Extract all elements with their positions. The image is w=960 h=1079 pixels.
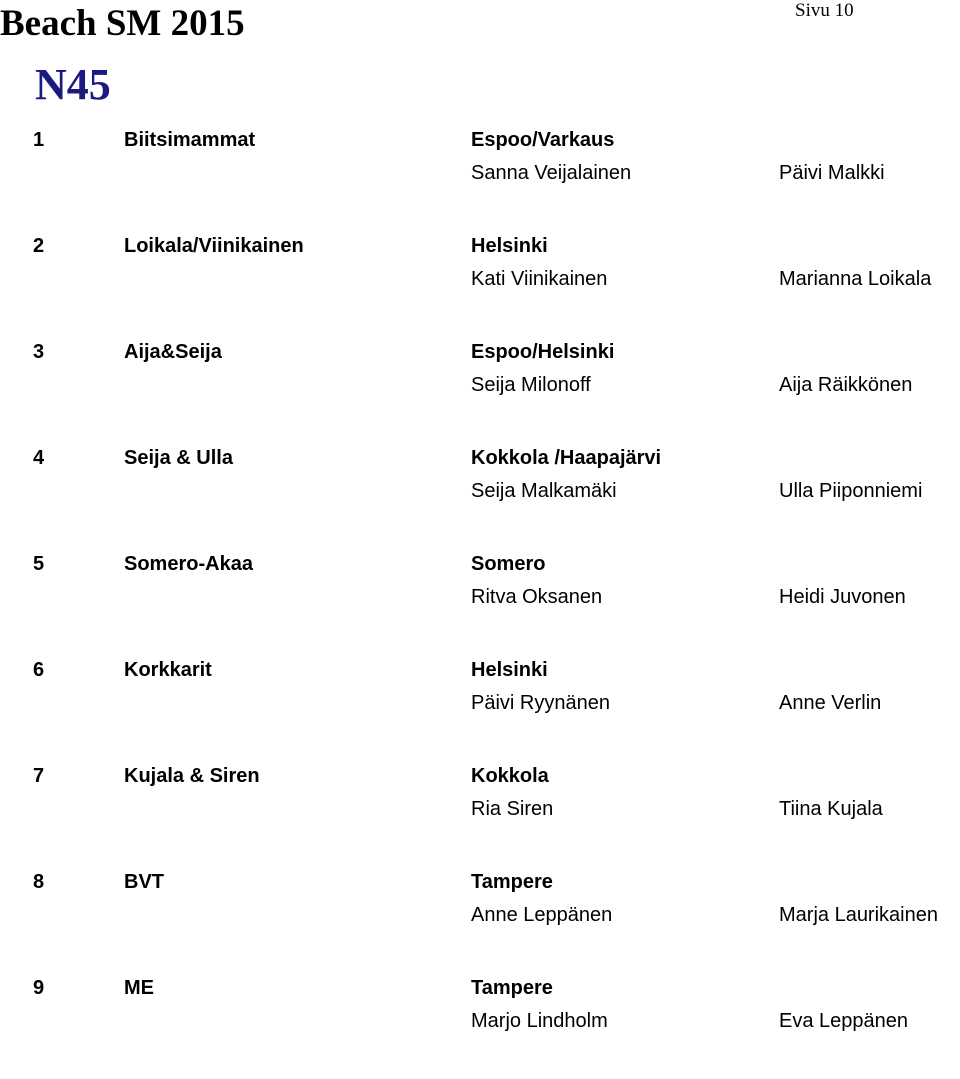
list-item [0, 655, 960, 761]
entry-player-2: Anne Verlin [779, 692, 882, 714]
entry-team: Korkkarit [124, 659, 212, 681]
entry-team: Biitsimammat [124, 129, 256, 151]
list-item [0, 231, 960, 337]
entry-rank: 1 [33, 129, 45, 151]
list-item [0, 761, 960, 867]
entry-city: Espoo/Helsinki [471, 341, 615, 363]
list-item [0, 867, 960, 973]
entry-city: Kokkola /Haapajärvi [471, 447, 662, 469]
entry-player-2: Ulla Piiponniemi [779, 480, 923, 502]
document-title: Beach SM 2015 [0, 3, 245, 44]
entry-player-2: Eva Leppänen [779, 1010, 909, 1032]
entry-player-1: Kati Viinikainen [471, 268, 608, 290]
entry-team: ME [124, 977, 154, 999]
entry-team: Kujala & Siren [124, 765, 260, 787]
results-list [0, 125, 960, 1079]
entry-player-1: Ritva Oksanen [471, 586, 603, 608]
entry-rank: 4 [33, 447, 45, 469]
entry-rank: 3 [33, 341, 45, 363]
entry-city: Helsinki [471, 659, 548, 681]
entry-city: Espoo/Varkaus [471, 129, 615, 151]
entry-team: BVT [124, 871, 164, 893]
list-item [0, 337, 960, 443]
entry-city: Kokkola [471, 765, 549, 787]
entry-team: Aija&Seija [124, 341, 222, 363]
entry-player-2: Marja Laurikainen [779, 904, 938, 926]
entry-player-2: Aija Räikkönen [779, 374, 913, 396]
entry-player-1: Anne Leppänen [471, 904, 613, 926]
list-item [0, 549, 960, 655]
entry-rank: 9 [33, 977, 45, 999]
entry-player-2: Marianna Loikala [779, 268, 932, 290]
list-item [0, 973, 960, 1079]
entry-player-1: Ria Siren [471, 798, 554, 820]
entry-rank: 6 [33, 659, 45, 681]
entry-player-2: Heidi Juvonen [779, 586, 906, 608]
entry-player-2: Päivi Malkki [779, 162, 885, 184]
entry-city: Somero [471, 553, 546, 575]
entry-team: Seija & Ulla [124, 447, 233, 469]
entry-player-1: Seija Malkamäki [471, 480, 617, 502]
entry-player-1: Päivi Ryynänen [471, 692, 610, 714]
list-item [0, 125, 960, 231]
entry-player-1: Marjo Lindholm [471, 1010, 608, 1032]
entry-rank: 2 [33, 235, 45, 257]
list-item [0, 443, 960, 549]
entry-city: Tampere [471, 871, 553, 893]
entry-rank: 8 [33, 871, 45, 893]
entry-player-2: Tiina Kujala [779, 798, 883, 820]
entry-team: Loikala/Viinikainen [124, 235, 304, 257]
entry-player-1: Seija Milonoff [471, 374, 591, 396]
entry-player-1: Sanna Veijalainen [471, 162, 632, 184]
entry-city: Tampere [471, 977, 553, 999]
entry-rank: 7 [33, 765, 45, 787]
page-number: Sivu 10 [795, 0, 854, 21]
category-heading: N45 [35, 60, 111, 109]
entry-city: Helsinki [471, 235, 548, 257]
entry-team: Somero-Akaa [124, 553, 253, 575]
entry-rank: 5 [33, 553, 45, 575]
